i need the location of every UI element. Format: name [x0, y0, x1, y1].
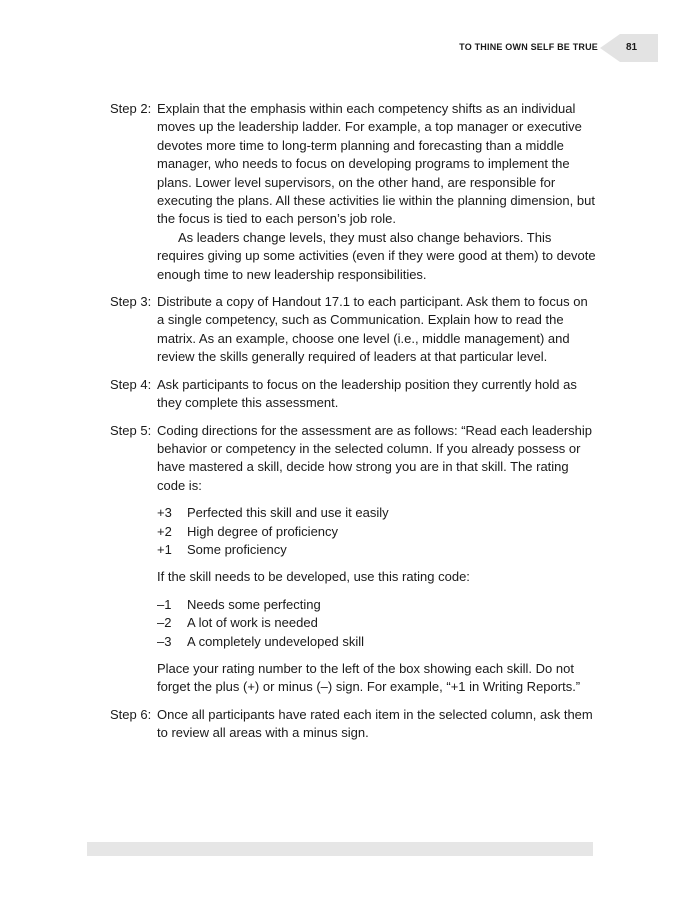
rating-code-row: [157, 504, 598, 522]
rating-code-value: –3: [157, 633, 172, 649]
step-5: [110, 422, 598, 697]
rating-code-value: –2: [157, 615, 172, 631]
step-label: Step 5:: [110, 422, 152, 438]
step-body: [157, 422, 598, 697]
rating-code-value: –1: [157, 596, 172, 612]
rating-code-row: [157, 614, 598, 632]
rating-code-text: High degree of proficiency: [187, 523, 339, 539]
rating-code-value: +3: [157, 505, 172, 521]
rating-code-row: [157, 541, 598, 559]
rating-code-row: [157, 523, 598, 541]
step-2: [110, 100, 598, 284]
step-label: Step 3:: [110, 294, 152, 310]
step-4-paragraph: Ask participants to focus on the leadership position they currently hold as they complete this assessment.: [157, 376, 577, 411]
rating-code-text: Needs some perfecting: [187, 596, 321, 612]
step-label: Step 2:: [110, 101, 152, 116]
rating-code-row: [157, 596, 598, 614]
rating-code-text: A completely undeveloped skill: [187, 633, 365, 649]
positive-rating-codes: [157, 504, 598, 559]
step-2-paragraph: Explain that the emphasis within each competency shifts as an individual moves up the leadership ladder. For example, a top manager or executive devotes more time to long-term planning and forecasting than a middle manager, who needs to focus on developing programs to implement the plans. Lower level supervisors, on the other hand, are responsible for executing the plans. All these activities lie within the planning dimension, but the focus is tied to each person’s job role.: [157, 101, 595, 227]
step-body: [157, 100, 598, 284]
rating-code-row: [157, 633, 598, 651]
step-3-paragraph: Distribute a copy of Handout 17.1 to each participant. Ask them to focus on a single competency, such as Communication. Explain how to read the matrix. As an example, choose one level (i.e., middle management) and review the skills generally required of leaders at that particular level.: [157, 294, 588, 365]
rating-code-text: Some proficiency: [187, 541, 287, 557]
step-6: [110, 706, 598, 743]
negative-rating-codes: [157, 596, 598, 651]
step-4: [110, 376, 598, 413]
step-body: [157, 293, 598, 367]
step-body: [157, 376, 598, 413]
footer-bar: [87, 842, 593, 856]
step-5-paragraph: Coding directions for the assessment are as follows: “Read each leadership behavior or competency in the selected column. If you already possess or have mastered a skill, decide how strong you are in that skill. The rating code is:: [157, 422, 593, 493]
step-3: [110, 293, 598, 367]
step-5-paragraph-3: Place your rating number to the left of the box showing each skill. Do not forget the plus (+) or minus (–) sign. For example, “+1 in Writing Reports.”: [157, 660, 581, 695]
rating-code-text: Perfected this skill and use it easily: [187, 505, 389, 521]
step-2-paragraph-2: As leaders change levels, they must also change behaviors. This requires giving up some activities (even if they were good at them) to devote enough time to new leadership responsibilities.: [157, 229, 596, 282]
step-body: [157, 706, 598, 743]
running-head-title: TO THINE OWN SELF BE TRUE: [459, 42, 598, 52]
step-6-paragraph: Once all participants have rated each item in the selected column, ask them to review all areas with a minus sign.: [157, 706, 593, 741]
page-body: [110, 100, 598, 752]
rating-code-value: +2: [157, 523, 172, 539]
step-label: Step 6:: [110, 706, 152, 722]
rating-code-text: A lot of work is needed: [187, 615, 318, 631]
step-label: Step 4:: [110, 376, 152, 392]
rating-code-value: +1: [157, 541, 172, 557]
step-5-paragraph-2: If the skill needs to be developed, use this rating code:: [157, 569, 470, 585]
page-number: 81: [626, 42, 638, 53]
